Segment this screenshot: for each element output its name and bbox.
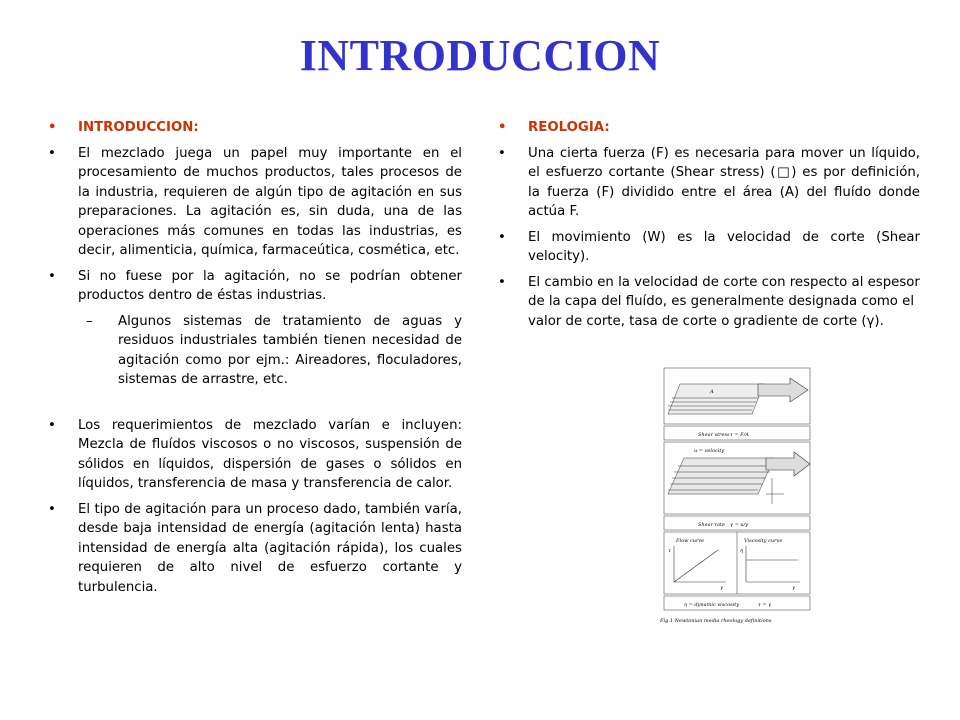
viscosity-axis-eta: η	[740, 548, 743, 554]
bullet-sin-agitacion: • Si no fuese por la agitación, no se podrían obtener productos dentro de éstas industrias.	[48, 267, 462, 306]
dynamic-viscosity-formula: τ = γ	[758, 602, 772, 608]
left-bullet-list	[48, 118, 462, 597]
viscosity-curve-title: Viscosity curve	[744, 538, 783, 544]
viscosity-axis-gamma: γ	[792, 585, 795, 591]
shear-stress-formula: τ = F/A	[730, 432, 749, 438]
rheology-figure	[654, 366, 816, 642]
bullet-movimiento: • El movimiento (W) es la velocidad de corte (Shear velocity).	[498, 228, 920, 267]
bullet-mezclado: • El mezclado juega un papel muy importante en el procesamiento de muchos productos, tales procesos de la industria, requieren de algún tipo de agitación en sus preparaciones. La agitación es, sin duda, una de las operaciones más comunes en todas las industrias, es decir, alimenticia, química, farmaceútica, cosmética, etc.	[48, 144, 462, 261]
figure-caption: Fig.1 Newtonian media rheology definitions	[660, 618, 772, 624]
bullet-tipo-agitacion: • El tipo de agitación para un proceso dado, también varía, desde baja intensidad de energía (agitación lenta) hasta intensidad de energía alta (agitación rápida), los cuales requieren de alto nivel de esfuerzo cortante y turbulencia.	[48, 500, 462, 598]
right-column	[498, 118, 920, 337]
velocity-layers-panel	[664, 442, 810, 514]
shear-rate-label: Shear rate	[698, 522, 725, 528]
bullet-requerimientos: • Los requerimientos de mezclado varían e incluyen: Mezcla de fluídos viscosos o no viscosos, suspensión de sólidos en líquidos, dispersión de gases o sólidos en líquidos, transferencia de masa y transferencia de calor.	[48, 416, 462, 494]
shear-stress-box	[664, 426, 810, 440]
velocity-label: u = velocity	[694, 448, 725, 454]
shear-stress-label: Shear stress	[698, 432, 730, 438]
curves-panel	[664, 532, 810, 594]
label-a: A	[710, 389, 714, 395]
intro-heading: • INTRODUCCION:	[48, 118, 462, 138]
flow-axis-tau: τ	[668, 548, 671, 554]
shear-rate-formula: γ = u/y	[730, 522, 749, 528]
shear-rate-box	[664, 516, 810, 530]
sub-bullet-tratamiento: – Algunos sistemas de tratamiento de aguas y residuos industriales también tienen necesidad de agitación como por ejm.: Aireadores, floculadores, sistemas de arrastre, etc.	[48, 312, 462, 390]
right-bullet-list	[498, 118, 920, 331]
stacked-layers-panel	[664, 368, 810, 424]
flow-axis-gamma: γ	[720, 585, 723, 591]
dynamic-viscosity-box	[664, 596, 810, 610]
slide-title: INTRODUCCION	[299, 31, 661, 80]
spacer	[48, 396, 462, 416]
bullet-cambio-velocidad: • El cambio en la velocidad de corte con respecto al espesor de la capa del fluído, es generalmente designada como el valor de corte, tasa de corte o gradiente de corte (γ).	[498, 273, 920, 332]
reologia-heading: • REOLOGIA:	[498, 118, 920, 138]
bullet-fuerza: • Una cierta fuerza (F) es necesaria para mover un líquido, el esfuerzo cortante (Shear stress) (□) es por definición, la fuerza (F) dividido entre el área (A) del fluído donde actúa F.	[498, 144, 920, 222]
dynamic-viscosity-label: η = dynamic viscosity	[684, 602, 740, 608]
flow-curve-title: Flow curve	[676, 538, 705, 544]
left-column	[48, 118, 462, 603]
